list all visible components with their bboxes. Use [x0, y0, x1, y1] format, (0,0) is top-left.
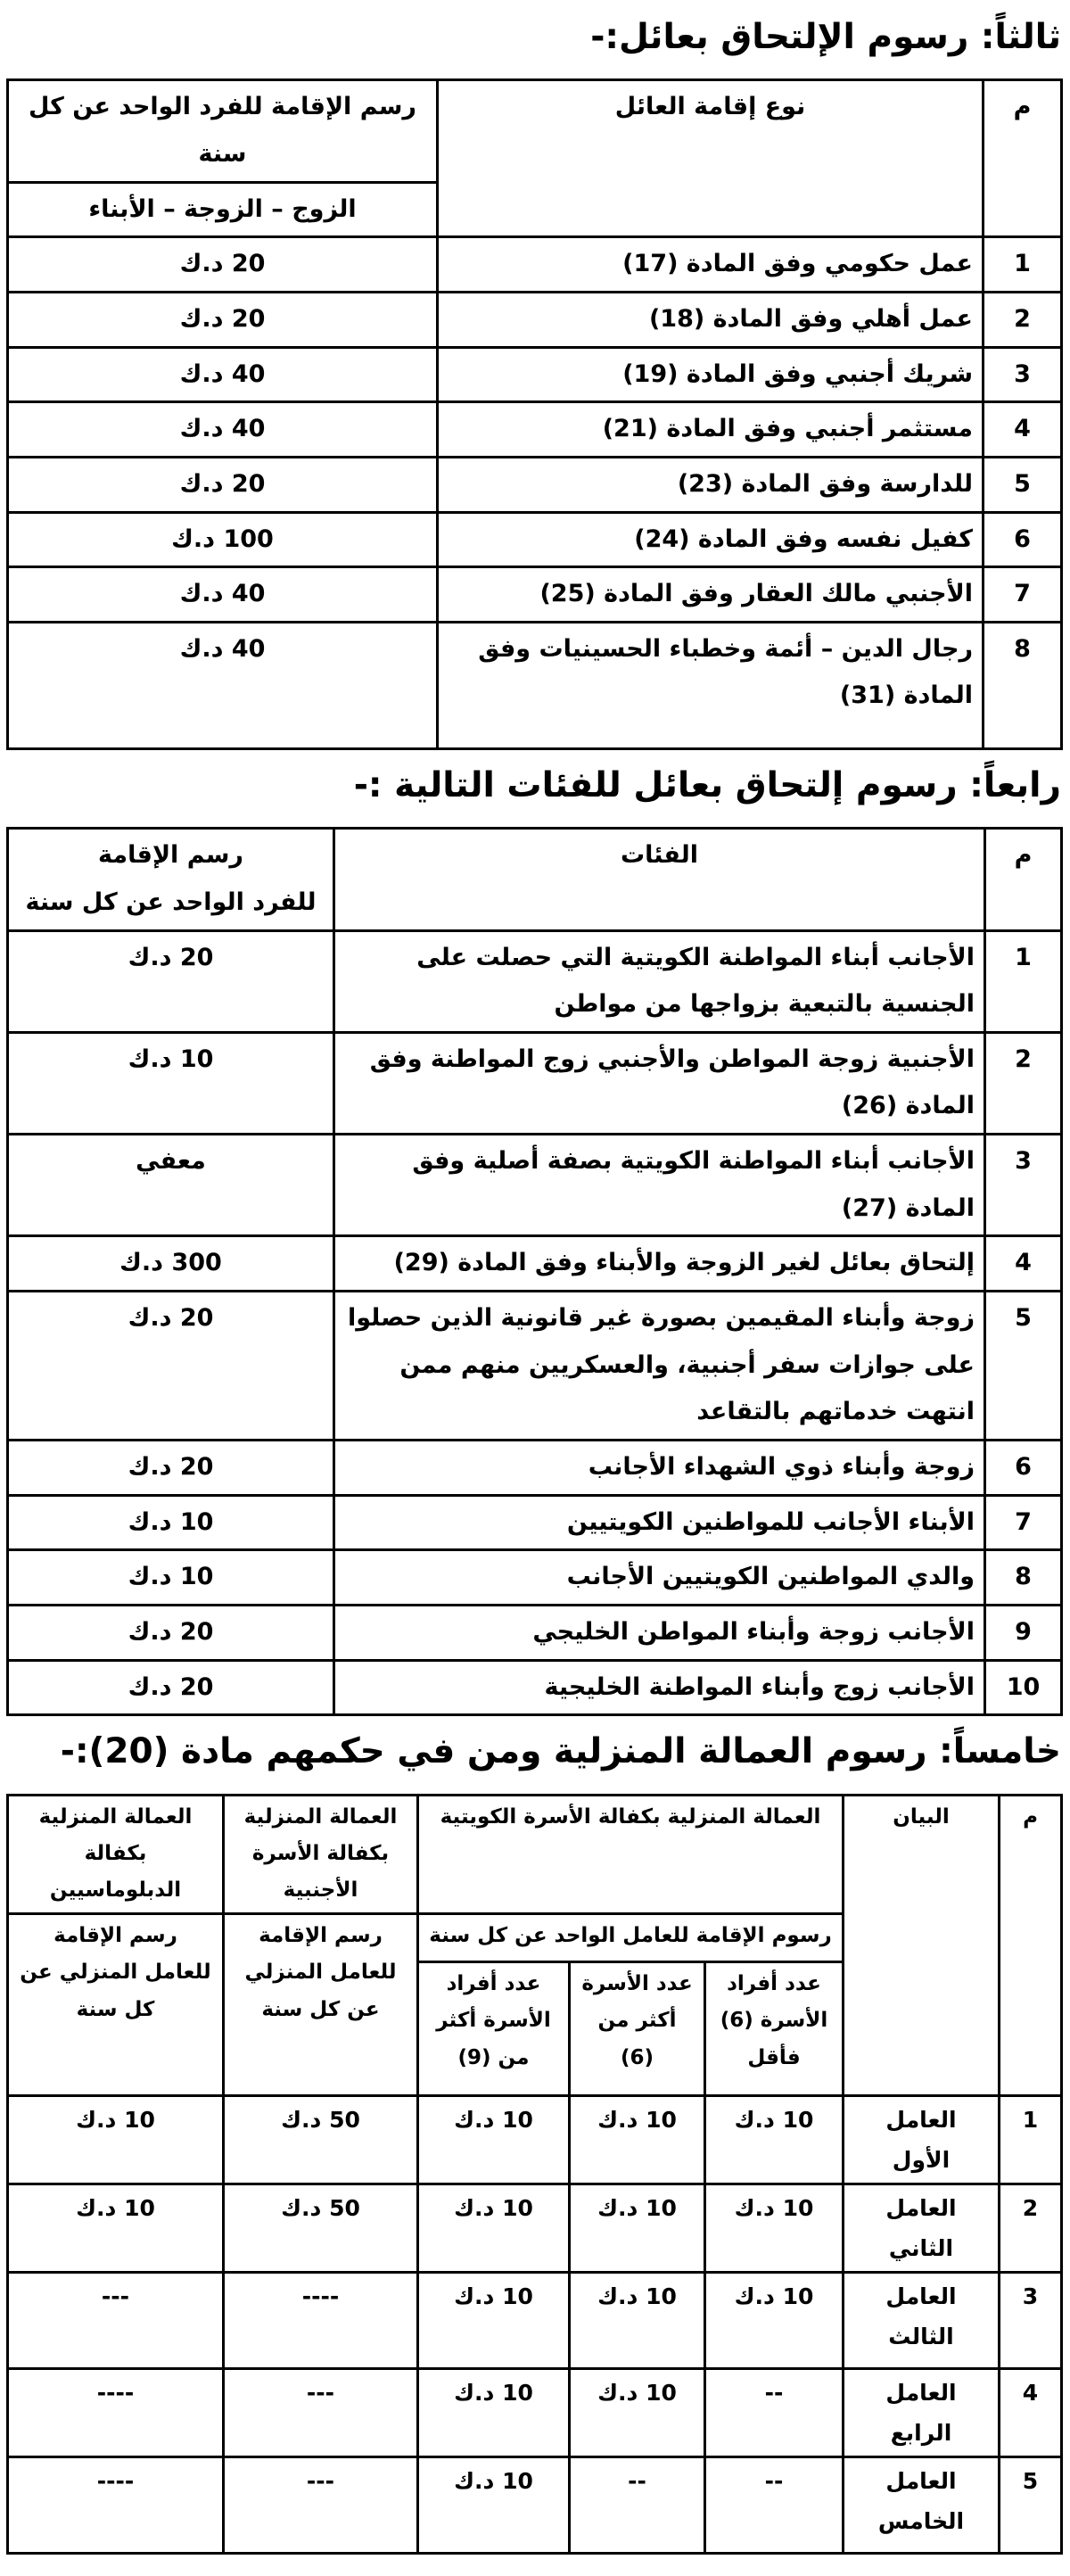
table-header-row: [8, 829, 1062, 930]
table-row: [8, 930, 1062, 1032]
fee-cell-foreign: ---: [224, 2456, 418, 2553]
table-row: [8, 2368, 1062, 2456]
fee-cell-diplomat: 10 د.ك: [8, 2184, 224, 2272]
row-number-cell: 1: [1000, 2095, 1062, 2184]
row-number-cell: 8: [984, 622, 1062, 748]
fee-cell: 10 د.ك: [8, 1495, 334, 1550]
fee-cell-foreign: ----: [224, 2272, 418, 2368]
fee-cell: 40 د.ك: [8, 347, 438, 402]
residence-type-cell: عمل أهلي وفق المادة (18): [438, 293, 984, 348]
fee-cell-diplomat: ----: [8, 2456, 224, 2553]
section-four-title: رابعاً: رسوم إلتحاق بعائل للفئات التالية :-: [353, 764, 1061, 805]
residence-type-cell: كفيل نفسه وفق المادة (24): [438, 512, 984, 567]
row-number-cell: 6: [984, 512, 1062, 567]
table-row: [8, 1292, 1062, 1441]
row-number-cell: 10: [985, 1660, 1062, 1715]
col-header-fee: [8, 829, 334, 930]
fee-cell-family-more-than-6: 10 د.ك: [570, 2368, 705, 2456]
subheader-kuwaiti-annual-fee: رسوم الإقامة للعامل الواحد عن كل سنة: [418, 1913, 844, 1961]
col-header-family-6-or-less: عدد أفراد الأسرة (6) فأقل: [705, 1961, 844, 2095]
family-join-fees-table: [6, 78, 1063, 749]
category-cell: والدي المواطنين الكويتيين الأجانب: [334, 1550, 985, 1606]
residence-type-cell: الأجنبي مالك العقار وفق المادة (25): [438, 567, 984, 623]
fee-cell-diplomat: ---: [8, 2272, 224, 2368]
residence-type-cell: مستثمر أجنبي وفق المادة (21): [438, 402, 984, 458]
fee-cell: 20 د.ك: [8, 237, 438, 293]
subheader-foreign-annual-fee: رسم الإقامة للعامل المنزلي عن كل سنة: [224, 1913, 418, 2095]
row-number-cell: 9: [985, 1605, 1062, 1660]
category-cell: زوجة وأبناء ذوي الشهداء الأجانب: [334, 1440, 985, 1495]
fee-cell-family-more-than-6: --: [570, 2456, 705, 2553]
subheader-diplomat-annual-fee: رسم الإقامة للعامل المنزلي عن كل سنة: [8, 1913, 224, 2095]
table-row: [8, 1660, 1062, 1715]
fee-cell-foreign: 50 د.ك: [224, 2184, 418, 2272]
table-row: [8, 622, 1062, 748]
category-cell: الأبناء الأجانب للمواطنين الكويتيين: [334, 1495, 985, 1550]
statement-cell: العامل الأول: [844, 2095, 1000, 2184]
col-header-fee-line1: رسم الإقامة: [98, 841, 243, 870]
residence-type-cell: عمل حكومي وفق المادة (17): [438, 237, 984, 293]
fee-cell-family-6-or-less: 10 د.ك: [705, 2095, 844, 2184]
fee-cell: 20 د.ك: [8, 1292, 334, 1441]
table-row: [8, 2095, 1062, 2184]
col-header-family-more-than-9: عدد أفراد الأسرة أكثر من (9): [418, 1961, 570, 2095]
row-number-cell: 2: [985, 1032, 1062, 1134]
col-header-statement: البيان: [844, 1795, 1000, 2095]
fee-cell: 40 د.ك: [8, 567, 438, 623]
table-row: [8, 1605, 1062, 1660]
category-cell: الأجانب أبناء المواطنة الكويتية بصفة أصلية وفق المادة (27): [334, 1135, 985, 1236]
table-row: [8, 2272, 1062, 2368]
table-header-row: [8, 80, 1062, 182]
table-row: [8, 1440, 1062, 1495]
statement-cell: العامل الرابع: [844, 2368, 1000, 2456]
fee-cell-diplomat: ----: [8, 2368, 224, 2456]
row-number-cell: 6: [985, 1440, 1062, 1495]
fee-cell-family-6-or-less: --: [705, 2456, 844, 2553]
fee-cell-family-6-or-less: --: [705, 2368, 844, 2456]
fee-cell: 100 د.ك: [8, 512, 438, 567]
table-row: [8, 1495, 1062, 1550]
statement-cell: العامل الخامس: [844, 2456, 1000, 2553]
fee-cell-foreign: ---: [224, 2368, 418, 2456]
statement-cell: العامل الثالث: [844, 2272, 1000, 2368]
section-five-title: خامساً: رسوم العمالة المنزلية ومن في حكمهم مادة (20):-: [60, 1731, 1061, 1772]
row-number-cell: 5: [984, 457, 1062, 512]
table-row: [8, 1550, 1062, 1606]
fee-cell: 20 د.ك: [8, 1440, 334, 1495]
table-row: [8, 293, 1062, 348]
fee-cell: 20 د.ك: [8, 293, 438, 348]
fee-cell: 20 د.ك: [8, 1605, 334, 1660]
col-header-fee: رسم الإقامة للفرد الواحد عن كل سنة: [8, 80, 438, 182]
row-number-cell: 3: [985, 1135, 1062, 1236]
fee-cell: 300 د.ك: [8, 1236, 334, 1292]
residence-type-cell: للدارسة وفق المادة (23): [438, 457, 984, 512]
row-number-cell: 4: [1000, 2368, 1062, 2456]
table-row: [8, 1032, 1062, 1134]
table-row: [8, 237, 1062, 293]
row-number-cell: 2: [984, 293, 1062, 348]
col-header-fee-line2: للفرد الواحد عن كل سنة: [25, 888, 317, 916]
table-row: [8, 402, 1062, 458]
table-row: [8, 512, 1062, 567]
table-row: [8, 347, 1062, 402]
category-cell: زوجة وأبناء المقيمين بصورة غير قانونية الذين حصلوا على جوازات سفر أجنبية، والعسكريين منهم ممن انتهت خدماتهم بالتقاعد: [334, 1292, 985, 1441]
residence-type-cell: رجال الدين – أئمة وخطباء الحسينيات وفق المادة (31): [438, 622, 984, 748]
row-number-cell: 2: [1000, 2184, 1062, 2272]
row-number-cell: 5: [1000, 2456, 1062, 2553]
category-cell: الأجنبية زوجة المواطن والأجنبي زوج المواطنة وفق المادة (26): [334, 1032, 985, 1134]
section-three-title: ثالثاً: رسوم الإلتحاق بعائل:-: [590, 17, 1061, 57]
col-header-num: م: [985, 829, 1062, 930]
row-number-cell: 3: [1000, 2272, 1062, 2368]
row-number-cell: 7: [985, 1495, 1062, 1550]
category-join-fees-table: [6, 827, 1063, 1716]
table-row: [8, 2456, 1062, 2553]
col-header-family-more-than-6: عدد الأسرة أكثر من (6): [570, 1961, 705, 2095]
col-header-residence-type: نوع إقامة العائل: [438, 80, 984, 237]
group-header-foreign-family: العمالة المنزلية بكفالة الأسرة الأجنبية: [224, 1795, 418, 1913]
table-row: [8, 1236, 1062, 1292]
row-number-cell: 5: [985, 1292, 1062, 1441]
fee-cell: 20 د.ك: [8, 457, 438, 512]
col-header-categories: الفئات: [334, 829, 985, 930]
table-row: [8, 1135, 1062, 1236]
row-number-cell: 1: [984, 237, 1062, 293]
fee-cell-family-more-than-9: 10 د.ك: [418, 2095, 570, 2184]
fee-cell-family-more-than-6: 10 د.ك: [570, 2184, 705, 2272]
fee-cell-family-more-than-9: 10 د.ك: [418, 2272, 570, 2368]
category-cell: الأجانب زوج وأبناء المواطنة الخليجية: [334, 1660, 985, 1715]
group-header-diplomats: العمالة المنزلية بكفالة الدبلوماسيين: [8, 1795, 224, 1913]
row-number-cell: 8: [985, 1550, 1062, 1606]
col-header-fee-members: الزوج – الزوجة – الأبناء: [8, 182, 438, 237]
fee-cell-family-6-or-less: 10 د.ك: [705, 2272, 844, 2368]
fee-cell-family-more-than-9: 10 د.ك: [418, 2184, 570, 2272]
category-cell: الأجانب أبناء المواطنة الكويتية التي حصلت على الجنسية بالتبعية بزواجها من مواطن: [334, 930, 985, 1032]
fee-cell-family-more-than-6: 10 د.ك: [570, 2095, 705, 2184]
statement-cell: العامل الثاني: [844, 2184, 1000, 2272]
category-cell: الأجانب زوجة وأبناء المواطن الخليجي: [334, 1605, 985, 1660]
domestic-workers-fees-table: [6, 1794, 1063, 2555]
fee-cell-foreign: 50 د.ك: [224, 2095, 418, 2184]
fee-cell: 20 د.ك: [8, 1660, 334, 1715]
residence-type-cell: شريك أجنبي وفق المادة (19): [438, 347, 984, 402]
table-row: [8, 457, 1062, 512]
fee-cell: 40 د.ك: [8, 402, 438, 458]
group-header-kuwaiti-family: العمالة المنزلية بكفالة الأسرة الكويتية: [418, 1795, 844, 1913]
col-header-num: م: [1000, 1795, 1062, 2095]
fee-cell: 10 د.ك: [8, 1550, 334, 1606]
row-number-cell: 4: [985, 1236, 1062, 1292]
row-number-cell: 3: [984, 347, 1062, 402]
table-row: [8, 2184, 1062, 2272]
fee-cell-family-more-than-9: 10 د.ك: [418, 2456, 570, 2553]
row-number-cell: 1: [985, 930, 1062, 1032]
fee-cell-family-more-than-6: 10 د.ك: [570, 2272, 705, 2368]
col-header-num: م: [984, 80, 1062, 237]
fee-cell: 10 د.ك: [8, 1032, 334, 1134]
fee-cell-family-more-than-9: 10 د.ك: [418, 2368, 570, 2456]
row-number-cell: 7: [984, 567, 1062, 623]
row-number-cell: 4: [984, 402, 1062, 458]
fee-cell-diplomat: 10 د.ك: [8, 2095, 224, 2184]
fee-cell: 40 د.ك: [8, 622, 438, 748]
fee-cell: 20 د.ك: [8, 930, 334, 1032]
fee-cell-family-6-or-less: 10 د.ك: [705, 2184, 844, 2272]
table-header-row: [8, 1795, 1062, 1913]
fee-cell: معفي: [8, 1135, 334, 1236]
category-cell: إلتحاق بعائل لغير الزوجة والأبناء وفق المادة (29): [334, 1236, 985, 1292]
table-row: [8, 567, 1062, 623]
